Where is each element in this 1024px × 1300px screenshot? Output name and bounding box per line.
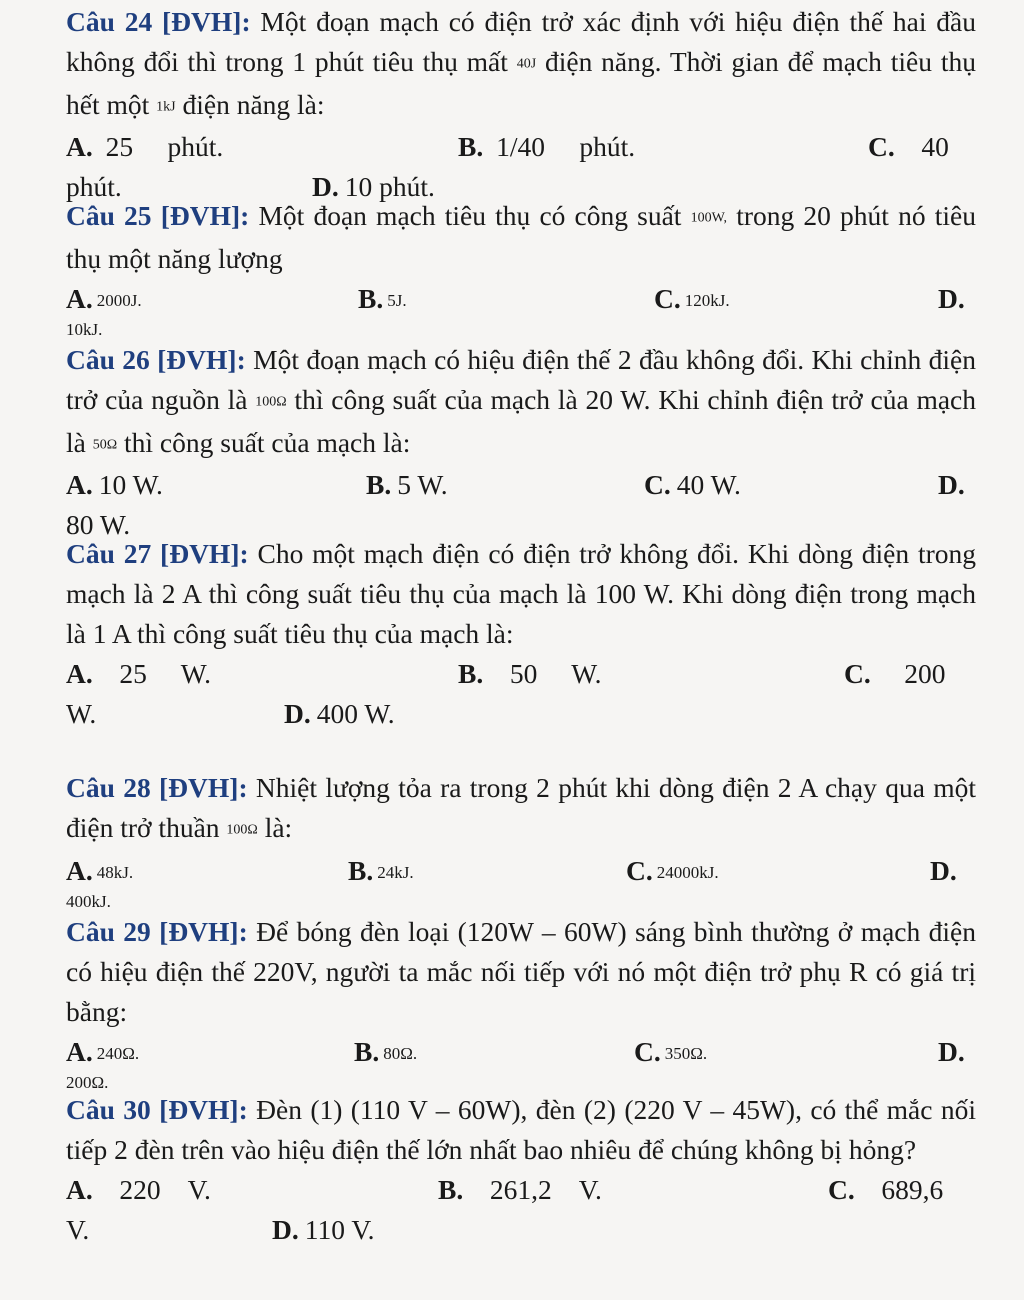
stem-value: 50Ω [92, 437, 118, 453]
option-d-cont: 10kJ. [66, 319, 103, 339]
options-row [66, 279, 976, 319]
option-d[interactable]: D. 400 W. [284, 698, 395, 729]
question-number: Câu 27 [ĐVH]: [66, 538, 249, 569]
question-28 [66, 768, 976, 917]
question-30 [66, 1090, 976, 1250]
stem-value: 1kJ [156, 99, 176, 115]
option-c[interactable]: C. 40 W. [644, 469, 741, 501]
option-d[interactable]: D. [938, 1036, 965, 1067]
question-24-stem [66, 2, 976, 127]
option-c[interactable]: C. 689,6 [828, 1174, 944, 1205]
stem-text: thì công suất của mạch là: [117, 426, 411, 458]
stem-text: Cho một mạch điện có điện trở không đổi. Khi dòng điện trong mạch là 2 A thì công suất tiêu thụ của mạch là 100 W. Khi dòng điện trong mạch là 1 A thì công suất tiêu thụ của mạch là: [66, 538, 976, 649]
question-26 [66, 340, 976, 545]
question-number: Câu 29 [ĐVH]: [66, 916, 248, 947]
option-c[interactable]: C. 120kJ. [654, 282, 730, 314]
option-c-cont: V. [66, 1214, 90, 1245]
option-c[interactable]: C. 40 [868, 131, 949, 163]
question-number: Câu 30 [ĐVH]: [66, 1094, 248, 1125]
options-row [66, 654, 976, 694]
stem-text: Đèn (1) (110 V – 60W), đèn (2) (220 V – 45W), có thể mắc nối tiếp 2 đèn trên vào hiệu điện thế lớn nhất bao nhiêu để chúng không bị hỏng? [66, 1094, 976, 1165]
option-b[interactable]: B. 5 W. [366, 469, 448, 501]
question-24 [66, 2, 976, 207]
options-row [66, 851, 976, 891]
option-c[interactable]: C. 24000kJ. [626, 854, 719, 886]
question-30-stem [66, 1090, 976, 1170]
stem-value: 100Ω [226, 822, 258, 838]
stem-text: điện năng là: [175, 88, 325, 120]
option-c-cont: W. [66, 698, 97, 729]
stem-text: Một đoạn mạch có điện trở xác định với hiệu điện thế hai đầu không đổi thì trong 1 phút tiêu thụ mất [66, 6, 976, 77]
option-b[interactable]: B. 80Ω. [354, 1036, 418, 1067]
question-number: Câu 24 [ĐVH]: [66, 6, 251, 37]
question-25-stem [66, 196, 976, 279]
options-row [66, 465, 976, 505]
options-row [66, 1210, 976, 1250]
option-d[interactable]: D. [938, 469, 965, 501]
question-29-stem [66, 912, 976, 1032]
option-d-cont: 80 W. [66, 509, 131, 541]
option-b[interactable]: B. 50 W. [458, 658, 602, 689]
options-row [66, 694, 976, 734]
option-a[interactable]: A. 25 W. [66, 658, 212, 689]
option-d-cont: 400kJ. [66, 891, 111, 911]
question-25 [66, 196, 976, 345]
question-29 [66, 912, 976, 1098]
question-28-stem [66, 768, 976, 851]
question-27-stem [66, 534, 976, 654]
stem-text: Một đoạn mạch tiêu thụ có công suất [249, 200, 691, 231]
option-d-cont: 200Ω. [66, 1073, 109, 1092]
stem-text: là: [257, 812, 293, 843]
option-d[interactable]: D. [938, 282, 965, 314]
question-number: Câu 28 [ĐVH]: [66, 772, 248, 803]
options-row [66, 1170, 976, 1210]
stem-value: 40J [516, 56, 537, 72]
option-b[interactable]: B. 24kJ. [348, 854, 414, 886]
option-d[interactable]: D. 110 V. [272, 1214, 375, 1245]
option-c[interactable]: C. 350Ω. [634, 1036, 708, 1067]
stem-text: trong 20 phút nó tiêu thụ một năng lượng [66, 200, 976, 274]
option-d[interactable]: D. [930, 854, 957, 886]
option-c[interactable]: C. 200 [844, 658, 946, 689]
option-a[interactable]: A. 2000J. [66, 282, 142, 314]
stem-text: Nhiệt lượng tỏa ra trong 2 phút khi dòng điện 2 A chạy qua một điện trở thuần [66, 772, 976, 843]
option-a[interactable]: A. 10 W. [66, 469, 163, 501]
options-row [66, 127, 976, 167]
option-a[interactable]: A. 48kJ. [66, 854, 134, 886]
question-27 [66, 534, 976, 734]
option-b[interactable]: B. 261,2 V. [438, 1174, 602, 1205]
option-a[interactable]: A. 25 phút. [66, 131, 224, 163]
question-number: Câu 25 [ĐVH]: [66, 200, 250, 231]
stem-text: thì công suất của mạch là 20 W. Khi chỉnh điện trở của mạch là [66, 384, 976, 458]
option-b[interactable]: B. 1/40 phút. [458, 131, 636, 163]
option-a[interactable]: A. 240Ω. [66, 1036, 140, 1067]
options-row [66, 1032, 976, 1072]
stem-text: Để bóng đèn loại (120W – 60W) sáng bình thường ở mạch điện có hiệu điện thế 220V, người ta mắc nối tiếp với nó một điện trở phụ R có giá trị bằng: [66, 916, 976, 1027]
stem-text: điện năng. Thời gian để mạch tiêu thụ hết một [66, 46, 976, 120]
stem-value: 100Ω [255, 394, 287, 410]
stem-text: Một đoạn mạch có hiệu điện thế 2 đầu không đổi. Khi chỉnh điện trở của nguồn là [66, 344, 976, 415]
question-number: Câu 26 [ĐVH]: [66, 344, 246, 375]
option-d[interactable]: D. 10 phút. [312, 171, 435, 203]
option-a[interactable]: A. 220 V. [66, 1174, 211, 1205]
option-b[interactable]: B. 5J. [358, 282, 407, 314]
question-26-stem [66, 340, 976, 465]
option-c-cont: phút. [66, 171, 122, 203]
stem-value: 100W, [690, 210, 728, 226]
